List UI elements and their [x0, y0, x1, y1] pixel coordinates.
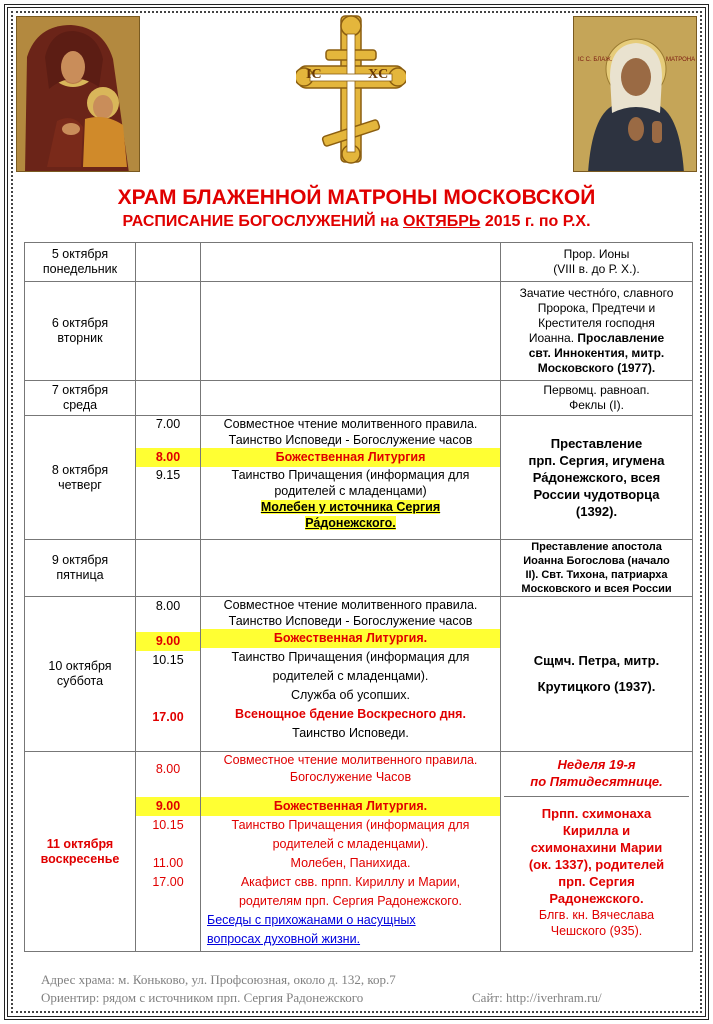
times-cell — [136, 597, 201, 752]
service-line: родителей с младенцами). — [272, 837, 429, 851]
feast-line: Феклы (I). — [569, 398, 624, 412]
feast-line: Прор. Ионы — [563, 247, 630, 261]
day-cell — [25, 243, 136, 282]
time-label: 8.00 — [155, 599, 181, 613]
services-cell — [201, 416, 501, 540]
service-line — [201, 930, 500, 949]
time-label: 9.00 — [136, 632, 200, 651]
footer-landmark: Ориентир: рядом с источником прп. Сергия Радонежского — [41, 990, 364, 1005]
icon-caption-right: МАТРОНА — [666, 57, 696, 63]
time-spacer — [136, 781, 200, 797]
service-line: Совместное чтение молитвенного правила. — [223, 598, 478, 612]
feast-text-bold: Прославление — [577, 331, 665, 345]
feast-line: Чешского (935). — [550, 924, 643, 938]
time-label: 17.00 — [152, 875, 184, 889]
service-line: Молебен, Панихида. — [290, 856, 411, 870]
feast-line — [504, 331, 689, 346]
feast-cell — [501, 416, 693, 540]
feast-line: по Пятидесятнице. — [504, 773, 689, 797]
date-label: 7 октября — [51, 383, 109, 397]
weekday-label: вторник — [57, 331, 103, 345]
matrona-icon — [573, 16, 697, 172]
weekday-label: суббота — [56, 674, 104, 688]
footer-site[interactable]: Сайт: http://iverhram.ru/ — [472, 990, 602, 1005]
time-spacer — [136, 670, 200, 689]
feast-cell — [501, 752, 693, 952]
time-label: 17.00 — [152, 710, 184, 724]
times-cell — [136, 752, 201, 952]
service-line: Таинство Причащения (информация для — [231, 468, 470, 482]
day-cell — [25, 752, 136, 952]
services-cell — [201, 243, 501, 282]
feast-cell — [501, 282, 693, 381]
time-label: 11.00 — [152, 856, 184, 870]
time-label: 8.00 — [155, 762, 181, 776]
table-row — [25, 597, 693, 752]
time-spacer — [136, 616, 200, 632]
feast-line: Ра́донежского, всея — [532, 470, 661, 485]
feast-line: (VIII в. до Р. Х.). — [553, 262, 640, 276]
date-label: 11 октября — [46, 836, 114, 851]
talk-link[interactable]: вопросах духовной жизни. — [207, 932, 361, 946]
service-line — [201, 515, 500, 531]
times-cell — [136, 282, 201, 381]
talk-link[interactable]: Беседы с прихожанами о насущных — [207, 913, 416, 927]
services-cell — [201, 752, 501, 952]
schedule-table — [24, 242, 693, 952]
times-cell — [136, 243, 201, 282]
feast-line: свт. Иннокентия, митр. — [528, 346, 665, 360]
time-label: 8.00 — [136, 448, 200, 467]
feast-line: Крутицкого (1937). — [537, 679, 656, 694]
theotokos-icon — [16, 16, 140, 172]
feast-line: Сщмч. Петра, митр. — [533, 653, 660, 668]
time-spacer — [136, 432, 200, 448]
feast-cell — [501, 243, 693, 282]
feast-line: Московского и всея России — [521, 583, 672, 595]
time-spacer — [136, 835, 200, 854]
service-line: Служба об усопших. — [290, 688, 411, 702]
feast-text: Иоанна. — [528, 331, 578, 345]
service-line: родителей с младенцами) — [274, 484, 427, 498]
date-label: 10 октября — [48, 659, 112, 673]
cross-emblem — [296, 14, 406, 164]
feast-line: Преставление — [550, 436, 643, 451]
services-cell — [201, 597, 501, 752]
feast-line: Московского (1977). — [537, 361, 656, 375]
table-row — [25, 243, 693, 282]
schedule-title-pre: РАСПИСАНИЕ БОГОСЛУЖЕНИЙ на — [122, 213, 404, 230]
feast-line: Блгв. кн. Вячеслава — [538, 908, 655, 922]
date-label: 9 октября — [51, 553, 109, 567]
table-row — [25, 381, 693, 416]
icon-caption-left: ІС С. БЛАЖ. — [578, 57, 613, 63]
table-row — [25, 282, 693, 381]
footer-address: Адрес храма: м. Коньково, ул. Профсоюзная, около д. 132, кор.7 — [41, 972, 396, 987]
service-line — [201, 499, 500, 515]
service-line: Акафист свв. прпп. Кириллу и Марии, — [240, 875, 461, 889]
day-cell — [25, 597, 136, 752]
feast-line: (1392). — [575, 504, 618, 519]
day-cell — [25, 282, 136, 381]
feast-line: Крестителя господня — [538, 316, 655, 330]
weekday-label: среда — [62, 398, 98, 412]
service-line: родителей с младенцами). — [272, 669, 429, 683]
feast-line: Неделя 19-я — [557, 757, 636, 772]
schedule-title-month: ОКТЯБРЬ — [403, 213, 481, 230]
services-cell — [201, 540, 501, 597]
time-label: 10.15 — [152, 818, 184, 832]
day-cell — [25, 540, 136, 597]
services-cell — [201, 282, 501, 381]
time-label: 9.00 — [136, 797, 200, 816]
table-row — [25, 752, 693, 952]
feast-cell — [501, 597, 693, 752]
service-line: Божественная Литургия — [201, 448, 500, 467]
date-label: 6 октября — [51, 316, 109, 330]
service-line: Таинство Исповеди. — [292, 726, 409, 740]
times-cell — [136, 540, 201, 597]
time-label: 7.00 — [155, 417, 181, 431]
date-label: 5 октября — [51, 247, 109, 261]
church-title: ХРАМ БЛАЖЕННОЙ МАТРОНЫ МОСКОВСКОЙ — [117, 186, 596, 209]
services-cell — [201, 381, 501, 416]
service-line: родителям прп. Сергия Радонежского. — [238, 894, 463, 908]
time-label: 10.15 — [152, 653, 184, 667]
day-cell — [25, 381, 136, 416]
feast-cell — [501, 381, 693, 416]
feast-line: Зачатие честно́го, славного — [519, 286, 674, 300]
weekday-label: понедельник — [42, 262, 118, 276]
feast-line: II). Свт. Тихона, патриарха — [525, 569, 668, 581]
weekday-label: воскресенье — [40, 851, 120, 866]
service-text: Молебен у источника Сергия — [260, 500, 441, 514]
schedule-title-post: 2015 г. по Р.Х. — [480, 213, 591, 230]
feast-line: России чудотворца — [533, 487, 660, 502]
service-line: Богослужение Часов — [289, 770, 412, 784]
weekday-label: четверг — [58, 477, 102, 492]
service-line — [201, 911, 500, 930]
times-cell — [136, 381, 201, 416]
feast-line: Кирилла и — [562, 823, 631, 838]
service-line: Всенощное бдение Воскресного дня. — [235, 707, 466, 721]
day-cell — [25, 416, 136, 540]
service-line: Совместное чтение молитвенного правила. — [223, 753, 478, 767]
feast-line: Иоанна Богослова (начало — [523, 555, 670, 567]
feast-line: схимонахини Марии — [530, 840, 663, 855]
feast-cell — [501, 540, 693, 597]
schedule-title — [0, 213, 713, 231]
service-line: Божественная Литургия. — [201, 797, 500, 816]
feast-line: Прпп. схимонаха — [541, 806, 652, 821]
times-cell — [136, 416, 201, 540]
feast-line: Пророка, Предтечи и — [537, 301, 656, 315]
service-text: Ра́донежского. — [305, 516, 396, 530]
cross-label-xc: XC — [368, 67, 389, 82]
feast-line: Радонежского. — [549, 891, 644, 906]
feast-line: Преставление апостола — [531, 541, 662, 553]
service-line: Таинство Причащения (информация для — [231, 650, 470, 664]
feast-line: прп. Сергия, игумена — [528, 453, 665, 468]
service-line: Таинство Исповеди - Богослужение часов — [228, 614, 473, 628]
service-line: Божественная Литургия. — [201, 629, 500, 648]
cross-label-ic: IC — [306, 67, 322, 82]
table-row — [25, 540, 693, 597]
time-spacer — [136, 689, 200, 708]
table-row — [25, 416, 693, 540]
feast-line: прп. Сергия — [558, 874, 635, 889]
feast-line: (ок. 1337), родителей — [528, 857, 665, 872]
feast-line: Первомц. равноап. — [543, 383, 650, 397]
service-line: Таинство Причащения (информация для — [231, 818, 470, 832]
service-line: Совместное чтение молитвенного правила. — [223, 417, 478, 431]
date-label: 8 октября — [51, 462, 109, 477]
service-line: Таинство Исповеди - Богослужение часов — [228, 433, 473, 447]
weekday-label: пятница — [56, 568, 104, 582]
time-label: 9.15 — [155, 468, 181, 482]
